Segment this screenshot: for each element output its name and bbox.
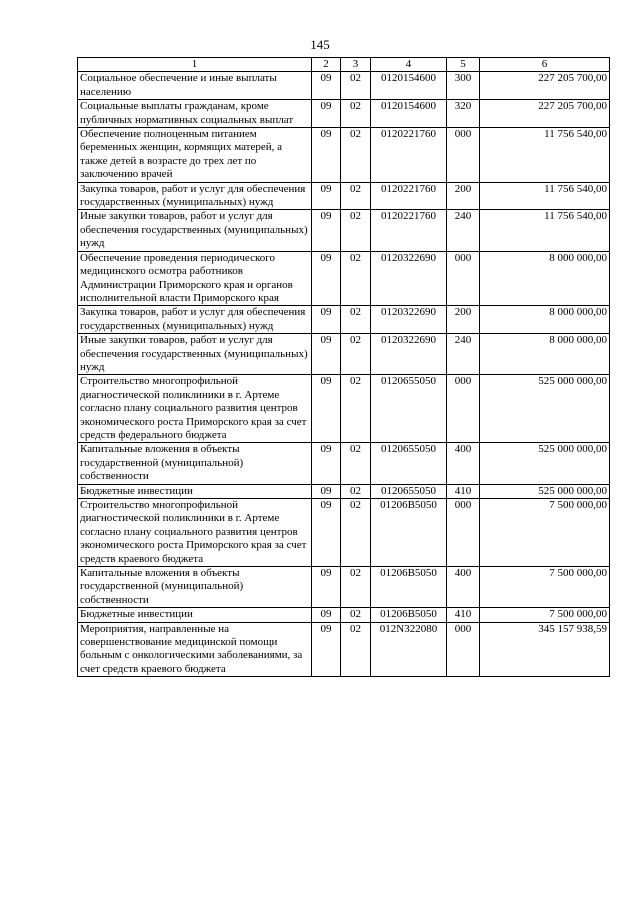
row-amount: 8 000 000,00 [480,306,610,334]
row-code-5: 200 [447,182,480,210]
row-code-2: 09 [312,251,341,306]
table-row [78,251,610,306]
row-code-4: 0120221760 [371,182,447,210]
column-header: 4 [371,58,447,72]
table-row [78,100,610,128]
row-code-2: 09 [312,306,341,334]
row-code-2: 09 [312,182,341,210]
row-code-4: 0120322690 [371,306,447,334]
row-description: Закупка товаров, работ и услуг для обеспечения государственных (муниципальных) нужд [78,182,312,210]
row-code-5: 000 [447,622,480,677]
row-code-3: 02 [341,306,371,334]
row-amount: 227 205 700,00 [480,100,610,128]
table-row [78,306,610,334]
row-amount: 11 756 540,00 [480,210,610,251]
table-row [78,72,610,100]
table-row [78,128,610,183]
row-code-4: 0120655050 [371,375,447,443]
row-code-5: 400 [447,567,480,608]
row-code-2: 09 [312,210,341,251]
row-code-5: 410 [447,484,480,498]
row-code-2: 09 [312,128,341,183]
row-description: Обеспечение полноценным питанием беременных женщин, кормящих матерей, а также детей в возрасте до трех лет по заключению врачей [78,128,312,183]
row-amount: 11 756 540,00 [480,182,610,210]
row-amount: 7 500 000,00 [480,499,610,567]
row-code-3: 02 [341,210,371,251]
table-row [78,499,610,567]
row-code-5: 000 [447,128,480,183]
row-code-3: 02 [341,622,371,677]
table-row [78,567,610,608]
row-code-2: 09 [312,484,341,498]
row-description: Капитальные вложения в объекты государственной (муниципальной) собственности [78,567,312,608]
row-description: Иные закупки товаров, работ и услуг для обеспечения государственных (муниципальных) нужд [78,334,312,375]
row-code-2: 09 [312,375,341,443]
row-code-5: 410 [447,608,480,622]
table-row [78,484,610,498]
table-row [78,210,610,251]
row-code-4: 0120221760 [371,210,447,251]
row-code-4: 012N322080 [371,622,447,677]
row-amount: 7 500 000,00 [480,567,610,608]
row-code-5: 240 [447,334,480,375]
row-code-4: 0120655050 [371,443,447,484]
row-code-2: 09 [312,608,341,622]
row-amount: 8 000 000,00 [480,251,610,306]
row-description: Социальное обеспечение и иные выплаты населению [78,72,312,100]
row-code-2: 09 [312,443,341,484]
row-code-3: 02 [341,100,371,128]
row-code-3: 02 [341,128,371,183]
row-code-5: 000 [447,375,480,443]
row-code-3: 02 [341,251,371,306]
row-amount: 11 756 540,00 [480,128,610,183]
row-code-5: 000 [447,499,480,567]
row-description: Социальные выплаты гражданам, кроме публичных нормативных социальных выплат [78,100,312,128]
row-code-5: 000 [447,251,480,306]
row-description: Строительство многопрофильной диагностической поликлиники в г. Артеме согласно плану социального развития центров экономического роста Приморского края за счет средств краевого бюджета [78,499,312,567]
row-description: Обеспечение проведения периодического медицинского осмотра работников Администрации Приморского края и органов исполнительной власти Приморского края [78,251,312,306]
page-number: 145 [310,37,330,52]
row-code-3: 02 [341,72,371,100]
row-description: Мероприятия, направленные на совершенствование медицинской помощи больным с онкологическими заболеваниями, за счет средств краевого бюджета [78,622,312,677]
row-code-4: 0120322690 [371,334,447,375]
row-code-3: 02 [341,608,371,622]
row-amount: 525 000 000,00 [480,375,610,443]
row-description: Бюджетные инвестиции [78,608,312,622]
row-code-5: 320 [447,100,480,128]
table-header-row [78,58,610,72]
column-header: 3 [341,58,371,72]
row-code-3: 02 [341,182,371,210]
row-code-2: 09 [312,567,341,608]
row-code-3: 02 [341,375,371,443]
row-code-2: 09 [312,499,341,567]
column-header: 5 [447,58,480,72]
row-amount: 525 000 000,00 [480,484,610,498]
column-header: 1 [78,58,312,72]
row-code-3: 02 [341,484,371,498]
row-code-4: 0120655050 [371,484,447,498]
row-code-2: 09 [312,334,341,375]
row-description: Бюджетные инвестиции [78,484,312,498]
row-code-5: 240 [447,210,480,251]
row-description: Иные закупки товаров, работ и услуг для обеспечения государственных (муниципальных) нужд [78,210,312,251]
row-amount: 345 157 938,59 [480,622,610,677]
row-code-3: 02 [341,499,371,567]
table-row [78,443,610,484]
row-description: Строительство многопрофильной диагностической поликлиники в г. Артеме согласно плану социального развития центров экономического роста Приморского края за счет средств федерального бюджета [78,375,312,443]
row-description: Закупка товаров, работ и услуг для обеспечения государственных (муниципальных) нужд [78,306,312,334]
column-header: 2 [312,58,341,72]
row-code-5: 400 [447,443,480,484]
row-code-2: 09 [312,100,341,128]
row-code-5: 200 [447,306,480,334]
row-amount: 227 205 700,00 [480,72,610,100]
row-code-3: 02 [341,567,371,608]
row-amount: 8 000 000,00 [480,334,610,375]
row-code-4: 0120322690 [371,251,447,306]
table-row [78,334,610,375]
row-code-2: 09 [312,622,341,677]
budget-table [77,57,610,677]
column-header: 6 [480,58,610,72]
row-code-2: 09 [312,72,341,100]
row-code-3: 02 [341,443,371,484]
row-code-4: 01206В5050 [371,499,447,567]
row-description: Капитальные вложения в объекты государственной (муниципальной) собственности [78,443,312,484]
row-code-4: 01206В5050 [371,608,447,622]
table-row [78,622,610,677]
row-amount: 7 500 000,00 [480,608,610,622]
table-row [78,375,610,443]
row-code-3: 02 [341,334,371,375]
row-code-4: 0120154600 [371,72,447,100]
table-row [78,608,610,622]
row-amount: 525 000 000,00 [480,443,610,484]
row-code-4: 01206В5050 [371,567,447,608]
row-code-5: 300 [447,72,480,100]
row-code-4: 0120221760 [371,128,447,183]
table-row [78,182,610,210]
row-code-4: 0120154600 [371,100,447,128]
